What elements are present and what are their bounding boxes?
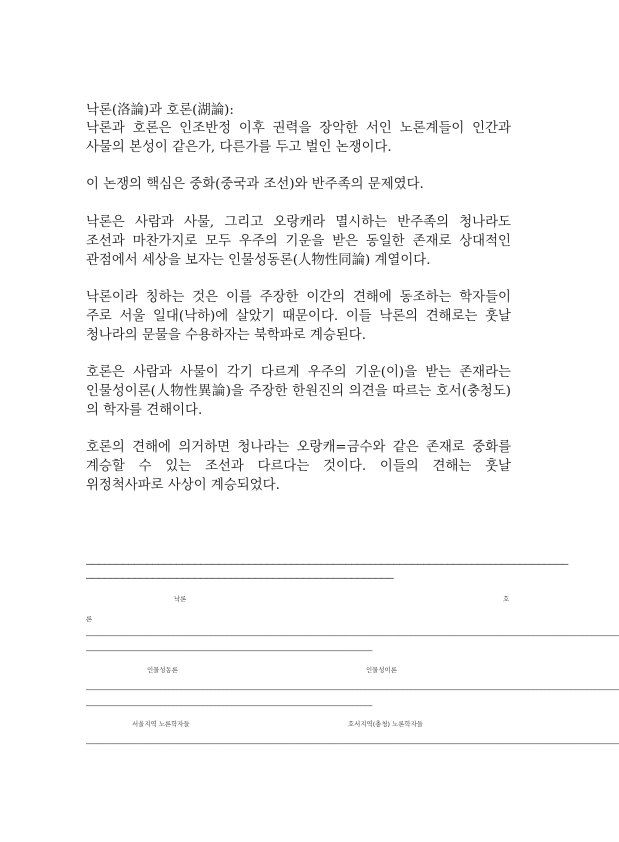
table-row-divider-1-continued: –––––––––––––––––––––––––––––––––––––––––––––––––––––––––––––––––––––––––: [86, 646, 372, 655]
table-top-border-continued: –––––––––––––––––––––––––––––––––––––––––––––––––––: [86, 571, 394, 584]
paragraph-horon-view: 호론의 견해에 의거하면 청나라는 오랑캐=금수와 같은 존재로 중화를 계승할 수 있는 조선과 다르다는 것이다. 이들의 견해는 훗날 위정척사파로 사상이 계승되었다.: [86, 440, 511, 493]
paragraph-core-issue: 이 논쟁의 핵심은 중화(중국과 조선)와 반주족의 문제였다.: [86, 177, 424, 193]
cell-right-top-wrap: 론: [86, 615, 93, 623]
comparison-table: [86, 557, 619, 758]
table-row-divider-2: ––––––––––––––––––––––––––––––––––––––––––––––––––––––––––––––––––––––––––––––––––––––––––––––––––––––––––––––––––––––––––––––––––––––––: [86, 685, 619, 694]
paragraph-nakron-definition: 낙론은 사람과 사물, 그리고 오랑캐라 멸시하는 반주족의 청나라도 조선과 마찬가지로 모두 우주의 기운을 받은 동일한 존재로 상대적인 관점에서 세상을 보자는 인물성동론(人物性同論) 계열이다.: [86, 215, 511, 268]
paragraph-nakron-origin: 낙론이라 칭하는 것은 이를 주장한 이간의 견해에 동조하는 학자들이 주로 서울 일대(낙하)에 살았기 때문이다. 이들 낙론의 견해로는 훗날 청나라의 문물을 수용하자는 북학파로 계승된다.: [86, 290, 511, 343]
paragraph-intro: 낙론과 호론은 인조반정 이후 권력을 장악한 서인 노론계들이 인간과 사물의 본성이 같은가, 다른가를 두고 벌인 논쟁이다.: [86, 121, 511, 155]
cell-right-bottom: 호서지역(충청) 노론학자들: [348, 720, 423, 728]
table-row-divider-2-continued: –––––––––––––––––––––––––––––––––––––––––––––––––––––––––––––––––––––––––: [86, 701, 372, 710]
cell-right-mid: 인물성이론: [366, 666, 397, 674]
cell-left-mid: 인물성동론: [147, 666, 178, 674]
cell-right-top: 호: [503, 595, 510, 603]
table-top-border: ––––––––––––––––––––––––––––––––––––––––––––––––––––––––––––––––––––––––––––––––: [86, 557, 568, 570]
paragraph-horon-definition: 호론은 사람과 사물이 각기 다르게 우주의 기운(이)을 받는 존재라는 인물성이론(人物性異論)을 주장한 한원진의 의견을 따르는 호서(충청도)의 학자를 견해이다.: [86, 365, 512, 418]
table-bottom-border: ––––––––––––––––––––––––––––––––––––––––––––––––––––––––––––––––––––––––––––––––––––––––––––––––––––––––––––––––––––––––––––––––––––––––: [86, 739, 619, 748]
document-body: [86, 102, 511, 496]
cell-left-bottom: 서울지역 노론학자들: [132, 720, 190, 728]
table-row-divider-1: ––––––––––––––––––––––––––––––––––––––––––––––––––––––––––––––––––––––––––––––––––––––––––––––––––––––––––––––––––––––––––––––––––––––––: [86, 631, 619, 640]
cell-left-top: 낙론: [174, 595, 187, 603]
document-heading: 낙론(洛論)과 호론(湖論):: [86, 103, 234, 118]
